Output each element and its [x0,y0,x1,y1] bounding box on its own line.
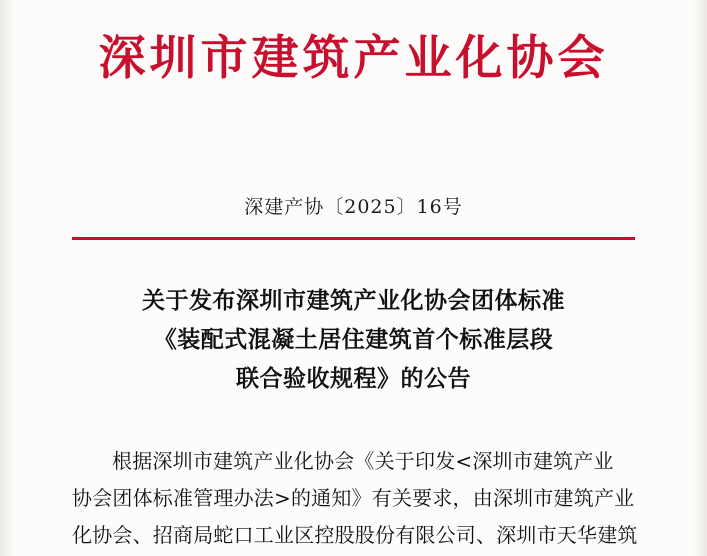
body-line [72,443,638,480]
document-number: 深建产协〔2025〕16号 [244,196,463,218]
body-paragraph [72,443,638,554]
document-title-line: 联合验收规程》的公告 [236,365,471,392]
document-title-line: 关于发布深圳市建筑产业化协会团体标准 [142,287,565,314]
red-divider-rule [72,237,635,240]
organization-title: 深圳市建筑产业化协会 [98,31,609,86]
document-title [72,281,635,398]
body-line: 协会团体标准管理办法>的通知》有关要求，由深圳市建筑产业 [72,486,635,510]
body-line-text: 根据深圳市建筑产业化协会《关于印发<深圳市建筑产业 [112,449,614,473]
document-title-line: 《装配式混凝土居住建筑首个标准层段 [153,326,554,353]
body-line: 化协会、招商局蛇口工业区控股股份有限公司、深圳市天华建筑 [72,523,638,547]
